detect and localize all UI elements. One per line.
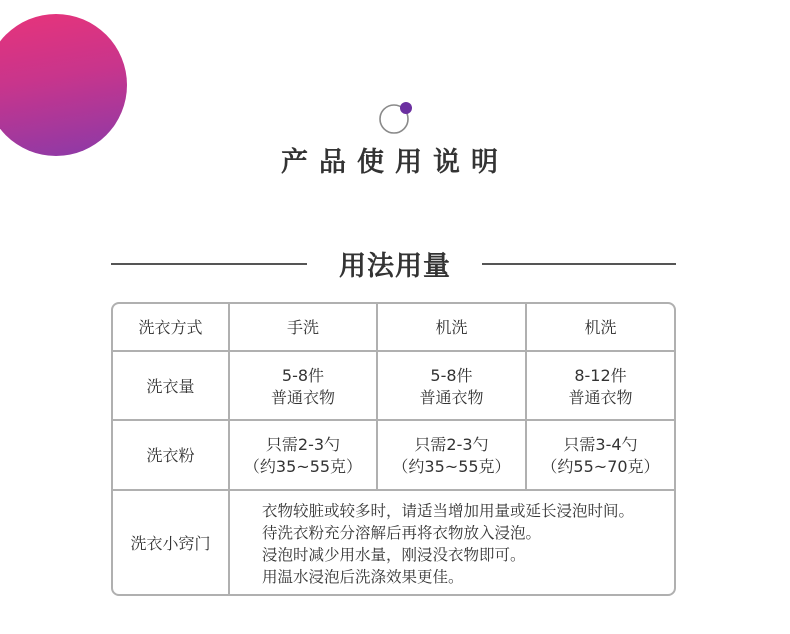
accent-dot (400, 102, 412, 114)
header-cell-method: 洗衣方式 (113, 304, 230, 352)
section-divider-right (482, 263, 676, 265)
cell-line: 5-8件 (430, 365, 473, 385)
tip-line: 待洗衣粉充分溶解后再将衣物放入浸泡。 (262, 523, 542, 542)
table-cell (378, 352, 527, 421)
cell-line: 只需2-3勺 (414, 435, 489, 454)
table-row-powder (113, 421, 674, 491)
row-label: 洗衣小窍门 (113, 491, 230, 596)
table-row-load (113, 352, 674, 421)
row-label: 洗衣粉 (113, 421, 230, 491)
table-cell (230, 352, 378, 421)
cell-line: （约55~70克） (541, 457, 660, 476)
table-header-row (113, 304, 674, 352)
header-cell-machine-wash: 机洗 (378, 304, 527, 352)
cell-line: 只需2-3勺 (265, 435, 341, 454)
tip-line: 用温水浸泡后洗涤效果更佳。 (262, 567, 464, 586)
table-row-tips (113, 491, 674, 596)
cell-line: 普通衣物 (419, 387, 484, 407)
tip-line: 浸泡时减少用水量，刚浸没衣物即可。 (262, 545, 526, 564)
cell-line: （约35~55克） (392, 457, 511, 476)
table-cell (527, 421, 674, 491)
tip-line: 衣物较脏或较多时，请适当增加用量或延长浸泡时间。 (262, 501, 635, 520)
cell-line: 只需3-4勺 (563, 435, 638, 454)
cell-line: 5-8件 (281, 365, 325, 385)
cell-line: （约35~55克） (243, 457, 363, 476)
table-cell (527, 352, 674, 421)
header-cell-machine-wash-2: 机洗 (584, 318, 617, 337)
tips-cell (230, 491, 674, 596)
table-cell (230, 421, 378, 491)
cell-line: 普通衣物 (270, 387, 335, 407)
row-label: 洗衣量 (113, 352, 230, 421)
cell-line: 普通衣物 (568, 387, 633, 407)
header-cell-hand-wash: 手洗 (230, 304, 378, 352)
section-title: 用法用量 (339, 251, 451, 282)
page-title: 产品使用说明 (281, 147, 509, 178)
table-cell (378, 421, 527, 491)
section-divider-left (111, 263, 307, 265)
cell-line: 8-12件 (574, 365, 627, 385)
title-ring-icon (378, 101, 412, 135)
usage-table (111, 302, 676, 596)
decorative-gradient-circle (0, 14, 127, 156)
